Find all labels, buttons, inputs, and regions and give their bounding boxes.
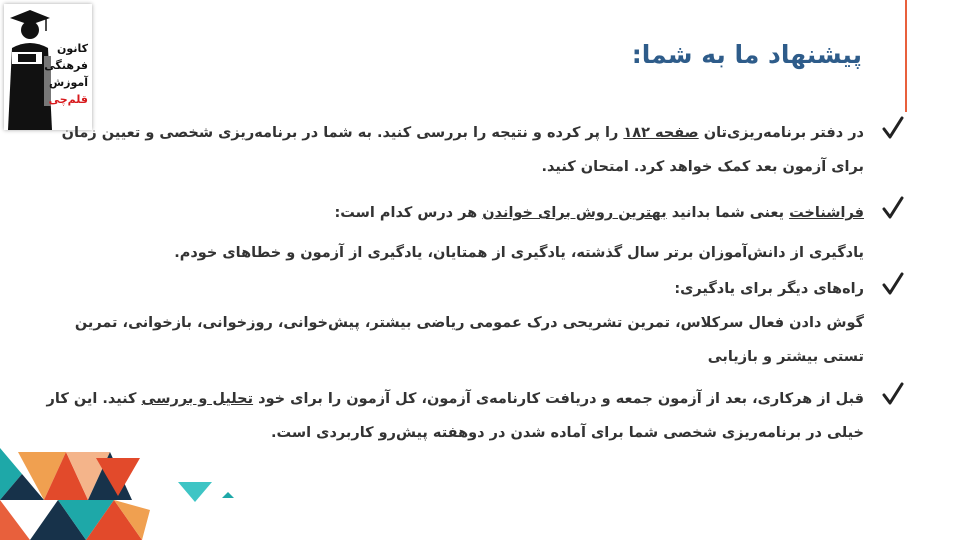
checkmark-icon	[882, 196, 904, 222]
list-item	[40, 196, 906, 230]
checkmark-icon	[882, 116, 904, 142]
logo-text-line: آموزش	[49, 76, 88, 89]
item-text: را پر کرده و نتیجه را بررسی کنید. به شما در برنامه‌ریزی شخصی و تعیین زمان برای آزمون بعد کمک خواهد کرد. امتحان کنید.	[61, 125, 864, 175]
term-metacognition: فراشناخت	[789, 205, 864, 221]
item-text: یادگیری از دانش‌آموزان برتر سال گذشته، یادگیری از همتایان، یادگیری از آزمون و خطاهای خودم.	[174, 245, 864, 261]
logo-text-line: فرهنگی	[44, 59, 88, 72]
underlined-phrase: بهترین روش برای خواندن	[482, 205, 667, 221]
accent-vertical-line	[905, 0, 907, 112]
item-text: کنید. این کار خیلی در برنامه‌ریزی شخصی شما برای آماده شدن در دوهفته پیش‌رو کاربردی است.	[46, 391, 864, 441]
underlined-phrase: تحلیل و بررسی	[141, 391, 254, 407]
logo-text-line: کانون	[57, 42, 88, 55]
page-reference: صفحه ۱۸۲	[623, 125, 699, 141]
item-text: یعنی شما بدانید	[666, 205, 790, 221]
item-text: هر درس کدام است:	[334, 205, 483, 221]
item-text: در دفتر برنامه‌ریزی‌تان	[698, 125, 864, 141]
item-heading: راه‌های دیگر برای یادگیری:	[674, 281, 864, 297]
checkmark-icon	[882, 272, 904, 298]
item-text: گوش دادن فعال سرکلاس، تمرین تشریحی درک عمومی ریاضی بیشتر، پیش‌خوانی، روزخوانی، بازخوانی، تمرین تستی بیشتر و بازیابی	[74, 315, 864, 365]
list-item	[40, 272, 906, 374]
decorative-triangles	[0, 400, 240, 540]
checkmark-icon	[882, 382, 904, 408]
logo-text-line: قلم‌چی	[48, 93, 88, 106]
logo	[4, 4, 92, 130]
sub-item	[40, 236, 906, 270]
item-text: قبل از هرکاری، بعد از آزمون جمعه و دریافت کارنامه‌ی آزمون، کل آزمون را برای خود	[253, 391, 864, 407]
list-item	[40, 116, 906, 184]
slide-title: پیشنهاد ما به شما:	[631, 40, 862, 69]
